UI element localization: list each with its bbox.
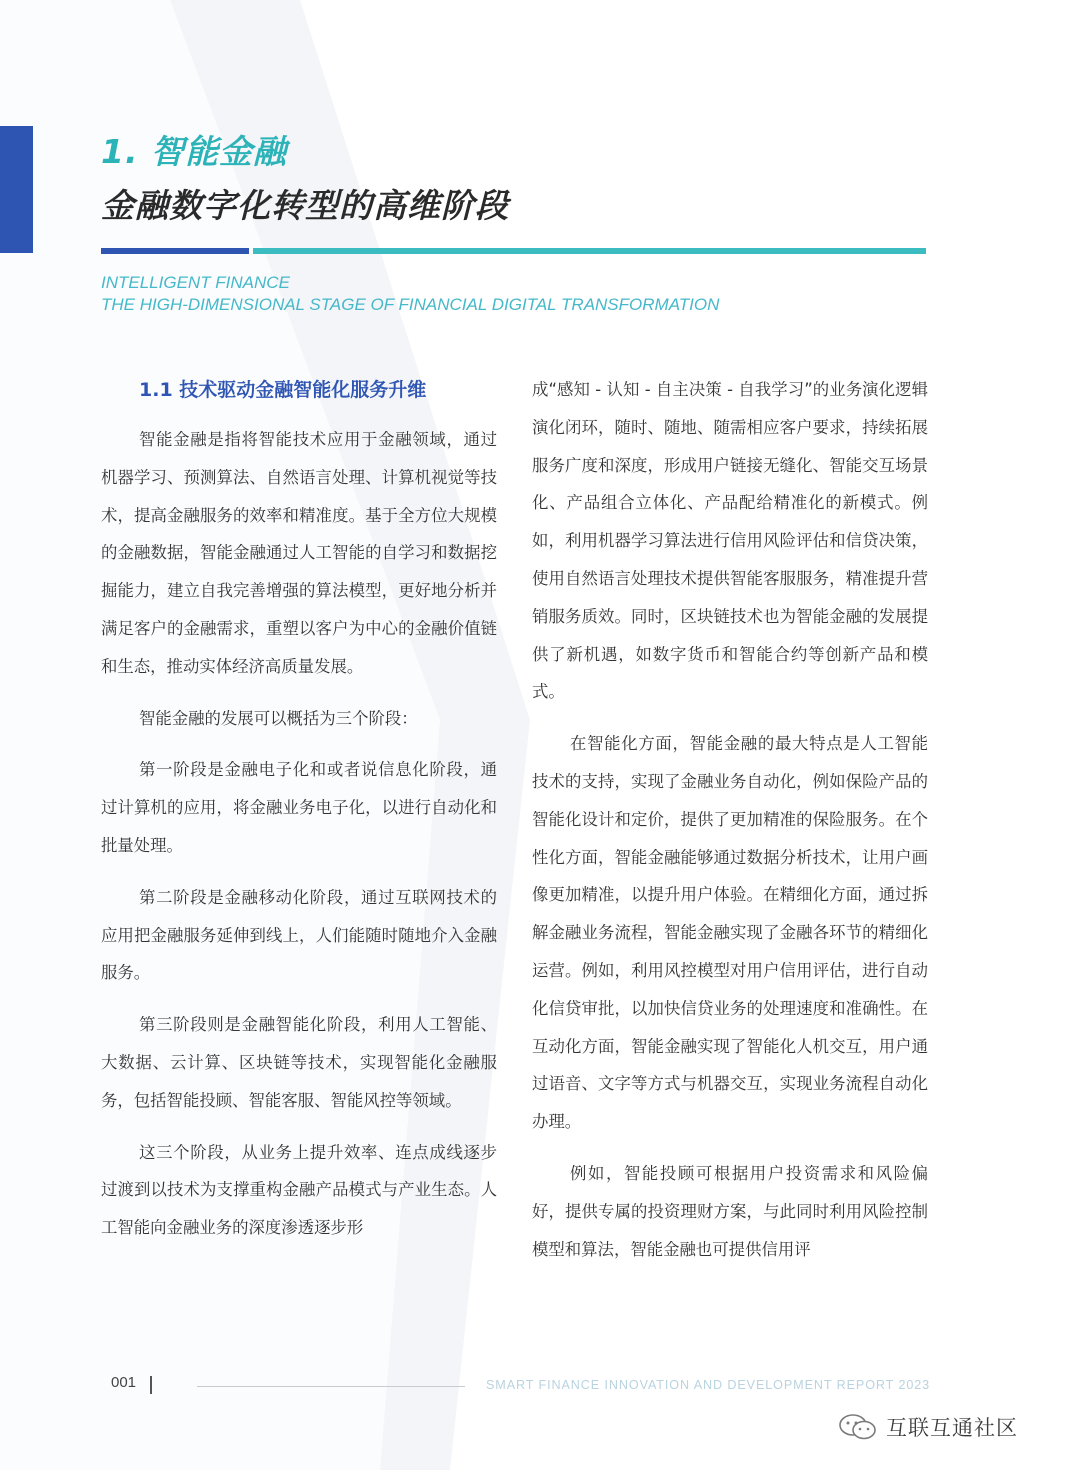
wechat-icon xyxy=(838,1413,878,1441)
paragraph: 智能金融是指将智能技术应用于金融领域，通过机器学习、预测算法、自然语言处理、计算机视觉等技术，提高金融服务的效率和精准度。基于全方位大规模的金融数据，智能金融通过人工智能的自学习和数据挖掘能力，建立自我完善增强的算法模型，更好地分析并满足客户的金融需求，重塑以客户为中心的金融价值链和生态，推动实体经济高质量发展。 xyxy=(101,430,497,676)
chapter-title: 1. 智能金融 xyxy=(101,132,287,171)
paragraph: 第二阶段是金融移动化阶段，通过互联网技术的应用把金融服务延伸到线上，人们能随时随地介入金融服务。 xyxy=(101,887,497,983)
footer-rule xyxy=(197,1386,465,1387)
page-number: 001 xyxy=(111,1374,137,1391)
paragraph: 第三阶段则是金融智能化阶段，利用人工智能、大数据、云计算、区块链等技术，实现智能化金融服务，包括智能投顾、智能客服、智能风控等领域。 xyxy=(101,1015,497,1110)
english-title-line-1: INTELLIGENT FINANCE xyxy=(101,273,290,292)
paragraph: 这三个阶段，从业务上提升效率、连点成线逐步过渡到以技术为支撑重构金融产品模式与产业生态。人工智能向金融业务的深度渗透逐步形 xyxy=(101,1142,497,1238)
watermark xyxy=(838,1412,1018,1442)
footer-report-title: SMART FINANCE INNOVATION AND DEVELOPMENT REPORT 2023 xyxy=(486,1378,931,1392)
left-column xyxy=(101,371,497,1261)
english-title-line-2: THE HIGH-DIMENSIONAL STAGE OF FINANCIAL DIGITAL TRANSFORMATION xyxy=(101,295,720,314)
section-heading: 1.1 技术驱动金融智能化服务升维 xyxy=(139,379,427,401)
title-rule-blue xyxy=(101,248,249,254)
paragraph: 成“感知 - 认知 - 自主决策 - 自我学习”的业务演化逻辑演化闭环，随时、随地、随需相应客户要求，持续拓展服务广度和深度，形成用户链接无缝化、智能交互场景化、产品组合立体化、产品配给精准化的新模式。例如，利用机器学习算法进行信用风险评估和信贷决策，使用自然语言处理技术提供智能客服服务，精准提升营销服务质效。同时，区块链技术也为智能金融的发展提供了新机遇，如数字货币和智能合约等创新产品和模式。 xyxy=(532,380,928,702)
left-accent-tab xyxy=(0,126,33,253)
watermark-text: 互联互通社区 xyxy=(886,1416,1018,1440)
footer-separator xyxy=(150,1376,152,1394)
paragraph: 在智能化方面，智能金融的最大特点是人工智能技术的支持，实现了金融业务自动化，例如保险产品的智能化设计和定价，提供了更加精准的保险服务。在个性化方面，智能金融能够通过数据分析技术，让用户画像更加精准，以提升用户体验。在精细化方面，通过拆解金融业务流程，智能金融实现了金融各环节的精细化运营。例如，利用风控模型对用户信用评估，进行自动化信贷审批，以加快信贷业务的处理速度和准确性。在互动化方面，智能金融实现了智能化人机交互，用户通过语音、文字等方式与机器交互，实现业务流程自动化办理。 xyxy=(532,734,928,1132)
paragraph: 例如，智能投顾可根据用户投资需求和风险偏好，提供专属的投资理财方案，与此同时利用风险控制模型和算法，智能金融也可提供信用评 xyxy=(532,1163,928,1259)
paragraph: 智能金融的发展可以概括为三个阶段： xyxy=(139,708,418,728)
english-title xyxy=(101,272,719,316)
paragraph: 第一阶段是金融电子化和或者说信息化阶段，通过计算机的应用，将金融业务电子化，以进行自动化和批量处理。 xyxy=(101,760,497,855)
title-rule-teal xyxy=(253,248,926,254)
chapter-subtitle: 金融数字化转型的高维阶段 xyxy=(101,186,509,225)
right-column xyxy=(532,371,928,1282)
